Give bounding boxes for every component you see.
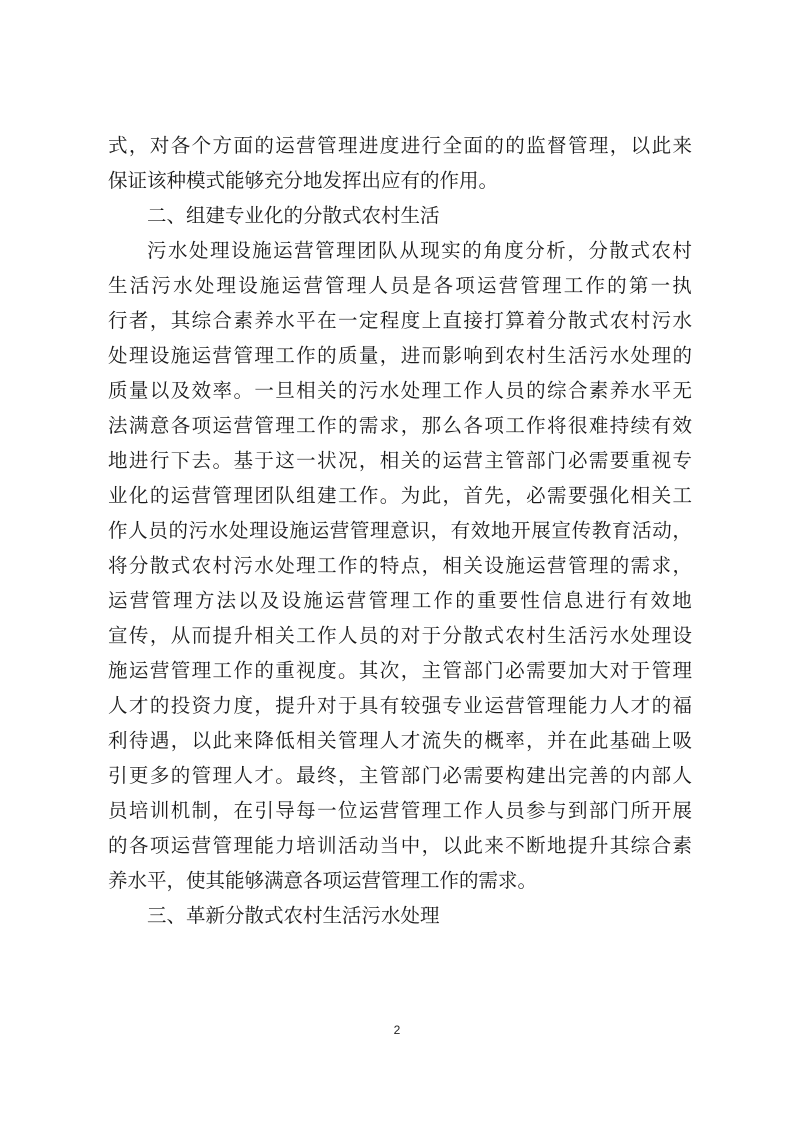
page-number: 2 — [393, 1023, 401, 1037]
text-line: 作 人 员 的 污 水 处 理 设 施 运 营 管 理 意 识 ， 有 效 地 开 展 宣 传 教 育 活 动 ， — [108, 519, 692, 542]
text-line: 施 运 营 管 理 工 作 的 重 视 度 。 其 次 ， 主 管 部 门 必 需 要 加 大 对 于 管 理 — [108, 659, 692, 682]
text-line: 地 进 行 下 去 。 基 于 这 一 状 况 ， 相 关 的 运 营 主 管 部 门 必 需 要 重 视 专 — [108, 449, 692, 472]
text-line: 养水平，使其能够满意各项运营管理工作的需求。 — [108, 869, 538, 892]
text-line: 的 各 项 运 营 管 理 能 力 培 训 活 动 当 中 ， 以 此 来 不 断 地 提 升 其 综 合 素 — [108, 834, 692, 857]
text-line: 行 者 ， 其 综 合 素 养 水 平 在 一 定 程 度 上 直 接 打 算 着 分 散 式 农 村 污 水 — [108, 309, 692, 332]
text-line: 人 才 的 投 资 力 度 ， 提 升 对 于 具 有 较 强 专 业 运 营 管 理 能 力 人 才 的 福 — [108, 694, 692, 717]
document-body — [108, 128, 692, 933]
text-line: 式 ， 对 各 个 方 面 的 运 营 管 理 进 度 进 行 全 面 的 的 监 督 管 理 ， 以 此 来 — [108, 134, 692, 157]
text-line: 宣 传 ， 从 而 提 升 相 关 工 作 人 员 的 对 于 分 散 式 农 村 生 活 污 水 处 理 设 — [108, 624, 692, 647]
text-line: 运 营 管 理 方 法 以 及 设 施 运 营 管 理 工 作 的 重 要 性 信 息 进 行 有 效 地 — [108, 589, 692, 612]
text-line: 将 分 散 式 农 村 污 水 处 理 工 作 的 特 点 ， 相 关 设 施 运 营 管 理 的 需 求 ， — [108, 554, 692, 577]
section-heading: 三、革新分散式农村生活污水处理 — [147, 904, 440, 927]
text-line: 法 满 意 各 项 运 营 管 理 工 作 的 需 求 ， 那 么 各 项 工 作 将 很 难 持 续 有 效 — [108, 414, 692, 437]
text-line: 引 更 多 的 管 理 人 才 。 最 终 ， 主 管 部 门 必 需 要 构 建 出 完 善 的 内 部 人 — [108, 764, 692, 787]
text-line: 员 培 训 机 制 ， 在 引 导 每 一 位 运 营 管 理 工 作 人 员 参 与 到 部 门 所 开 展 — [108, 799, 692, 822]
text-line: 污 水 处 理 设 施 运 营 管 理 团 队 从 现 实 的 角 度 分 析 ， 分 散 式 农 村 — [147, 239, 692, 262]
text-line: 质 量 以 及 效 率 。 一 旦 相 关 的 污 水 处 理 工 作 人 员 的 综 合 素 养 水 平 无 — [108, 379, 692, 402]
text-line: 处 理 设 施 运 营 管 理 工 作 的 质 量 ， 进 而 影 响 到 农 村 生 活 污 水 处 理 的 — [108, 344, 692, 367]
text-line: 生 活 污 水 处 理 设 施 运 营 管 理 人 员 是 各 项 运 营 管 理 工 作 的 第 一 执 — [108, 274, 692, 297]
section-heading: 二、组建专业化的分散式农村生活 — [147, 204, 440, 227]
text-line: 利 待 遇 ， 以 此 来 降 低 相 关 管 理 人 才 流 失 的 概 率 ， 并 在 此 基 础 上 吸 — [108, 729, 692, 752]
text-line: 业 化 的 运 营 管 理 团 队 组 建 工 作 。 为 此 ， 首 先 ， 必 需 要 强 化 相 关 工 — [108, 484, 692, 507]
text-line: 保证该种模式能够充分地发挥出应有的作用。 — [108, 169, 499, 192]
